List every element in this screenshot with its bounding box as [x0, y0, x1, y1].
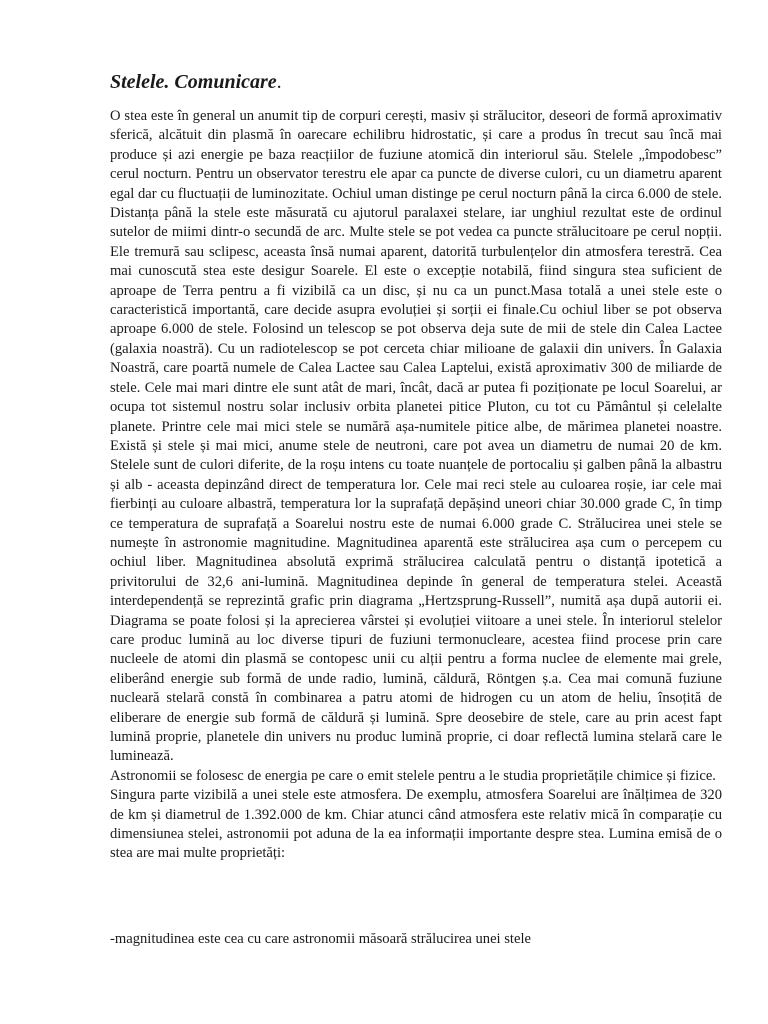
document-body-paragraphs: O stea este în general un anumit tip de corpuri cerești, masiv și strălucitor, deseori de formă aproximativ sferică, alcătuit din plasmă în oarecare echilibru hidrostatic, și care a produs în trecut sau încă mai produce și azi energie pe baza reacțiilor de fuziune atomică din interiorul său. Stelele „împodobesc” cerul nocturn. Pentru un observator terestru ele apar ca puncte de diverse culori, cu un diametru aparent egal dar cu fluctuații de luminozitate. Ochiul uman distinge pe cerul nocturn până la circa 6.000 de stele. Distanța până la stele este măsurată cu ajutorul paralaxei stelare, iar unghiul rezultat este de ordinul sutelor de miimi dintr-o secundă de arc. Multe stele se pot vedea ca puncte strălucitoare pe cerul nopții. Ele tremură sau sclipesc, aceasta însă numai aparent, datorită turbulențelor din atmosfera terestră. Cea mai cunoscută stea este desigur Soarele. El este o excepție notabilă, fiind singura stea suficient de aproape de Terra pentru a fi vizibilă ca un disc, și nu ca un punct.Masa totală a unei stele este o caracteristică importantă, care decide asupra evoluției și sorții ei finale.Cu ochiul liber se pot observa aproape 6.000 de stele. Folosind un telescop se pot observa deja sute de mii de stele din Calea Lactee (galaxia noastră). Cu un radiotelescop se pot cerceta chiar milioane de galaxii din univers. În Galaxia Noastră, care poartă numele de Calea Lactee sau Calea Laptelui, există aproximativ 300 de miliarde de stele. Cele mai mari dintre ele sunt atât de mari, încât, dacă ar putea fi poziționate pe locul Soarelui, ar ocupa tot sistemul nostru solar inclusiv orbita planetei pitice Pluton, cu tot cu Pământul și celelalte planete. Printre cele mai mici stele se numără așa-numitele pitice albe, de mărimea planetei noastre. Există și stele și mai mici, anume stele de neutroni, care pot avea un diametru de numai 20 de km. Stelele sunt de culori diferite, de la roșu intens cu toate nuanțele de portocaliu și galben până la albastru și alb - aceasta depinzând direct de temperatura lor. Cele mai reci stele au culoarea roșie, iar cele mai fierbinți au culoare albastră, temperatura lor la suprafață depășind uneori chiar 30.000 grade C, în timp ce temperatura de suprafață a Soarelui nostru este de numai 6.000 grade C. Strălucirea unei stele se numește în astronomie magnitudine. Magnitudinea aparentă este strălucirea așa cum o percepem cu ochiul liber. Magnitudinea absolută exprimă strălucirea calculată pentru o distanță ipotetică a privitorului de 32,6 ani-lumină. Magnitudinea depinde în general de temperatura stelei. Această interdependență se reprezintă grafic prin diagrama „Hertzsprung-Russell”, numită așa după autorii ei. Diagrama se poate folosi și la aprecierea vârstei și evoluției viitoare a unei stele. În interiorul stelelor care produc lumină au loc diverse tipuri de fuziuni termonucleare, acestea fiind procese prin care nucleele de atomi din plasmă se contopesc unii cu alții pentru a forma nuclee de elemente mai grele, eliberând energie sub formă de unde radio, lumină, căldură, Röntgen ș.a. Cea mai comună fuziune nucleară stelară constă în combinarea a patru atomi de hidrogen cu un atom de heliu, însoțită de eliberare de energie sub formă de căldură și lumină. Spre deosebire de stele, care au prin acest fapt lumină proprie, planetele din univers nu produc lumină proprie, ci doar reflectă lumina stelară care le luminează. Astronomii se folosesc de energia pe care o emit stelele pentru a le studia proprietățile chimice și fizice. Singura parte vizibilă a unei stele este atmosfera. De exemplu, atmosfera Soarelui are înălțimea de 320 de km și diametrul de 1.392.000 de km. Chiar atunci când atmosfera este relativ mică în comparație cu dimensiunea stelei, astronomii pot aduna de la ea informații importante despre stea. Lumina emisă de o stea are mai multe proprietăți:: [110, 108, 722, 862]
document-title-text: Stelele. Comunicare: [110, 71, 277, 93]
document-title: [110, 70, 282, 94]
list-item-magnitude: -magnitudinea este cea cu care astronomii măsoară strălucirea unei stele: [110, 931, 531, 947]
document-title-period: .: [276, 71, 282, 93]
